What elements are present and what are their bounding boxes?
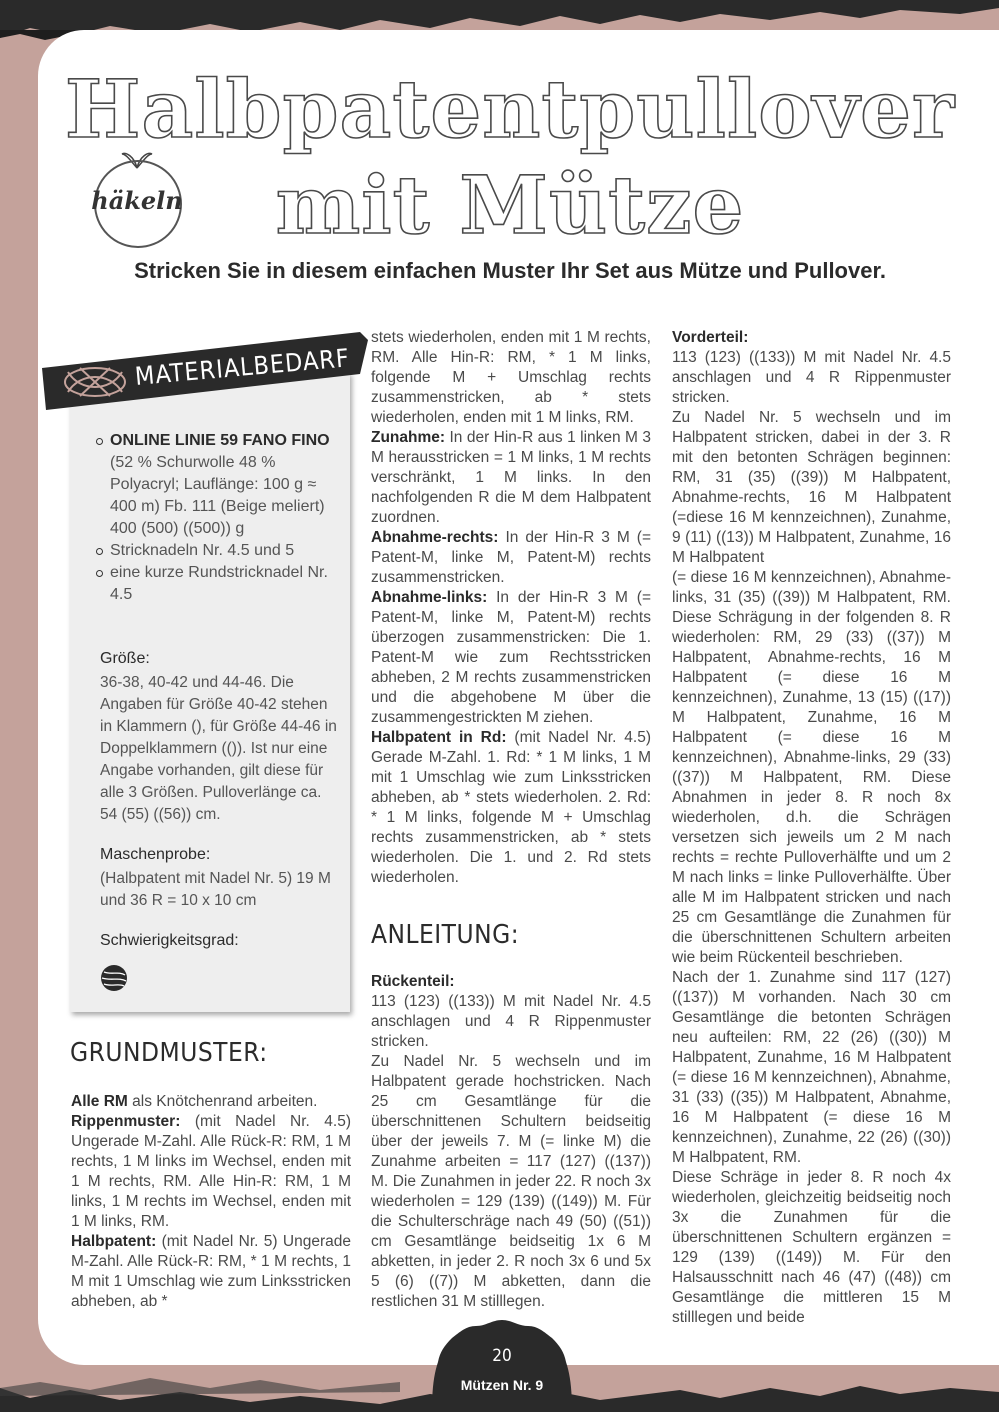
vorderteil-label: Vorderteil: xyxy=(672,329,749,346)
materials-heading: MATERIALBEDARF xyxy=(133,343,351,391)
gauge-heading: Maschenprobe: xyxy=(100,846,211,863)
gauge-text: (Halbpatent mit Nadel Nr. 5) 19 M und 36 R = 10 x 10 cm xyxy=(100,870,331,909)
subtitle: Stricken Sie in diesem einfachen Muster Ihr Set aus Mütze und Pullover. xyxy=(134,258,886,283)
difficulty-section xyxy=(100,930,340,954)
title-line-2: mit Mütze xyxy=(275,158,745,252)
rueckenteil-para-1: 113 (123) ((133)) M mit Nadel Nr. 4.5 anschlagen und 4 R Rippenmuster stricken. xyxy=(371,993,651,1050)
size-heading: Größe: xyxy=(100,650,150,667)
vorderteil-para-4: Nach der 1. Zunahme sind 117 (127) ((137)) M vorhanden. Nach 30 cm Gesamtlänge die betonten Schrägen neu aufteilen: RM, 22 (26) ((30)) M Halbpatent, Zunahme, 16 M Halbpatent (= diese 16 M kennzeichnen), Abnahme, 31 (33) ((35)) M Halbpatent, Abnahme, 16 M Halbpatent (= diese 16 M kennzeichnen), Zunahme, 22 (26) ((30)) M Halbpatent, RM. xyxy=(672,969,951,1166)
size-text: 36-38, 40-42 und 44-46. Die Angaben für Größe 40-42 stehen in Klammern (), für Größe 44-46 in Doppelklammern (()). Ist nur eine Angabe vorhanden, gilt diese für alle 3 Größen. Pulloverlänge ca. 54 (55) ((56)) cm. xyxy=(100,674,337,823)
gauge-section xyxy=(100,844,340,912)
material-circular-text: eine kurze Rundstricknadel Nr. 4.5 xyxy=(110,564,328,603)
material-needles-text: Stricknadeln Nr. 4.5 und 5 xyxy=(110,542,295,559)
zunahme-label: Zunahme: xyxy=(371,429,446,446)
halbpatent-rd-text: (mit Nadel Nr. 4.5) Gerade M-Zahl. 1. Rd: * 1 M links, 1 M mit 1 Umschlag wie zum Linksstricken abheben, ab * stets wiederholen. 2. Rd: * 1 M links, folgende M + Umschlag rechts zusammenstricken, ab * stets wiederholen. Die 1. und 2. Rd stets wiederholen. xyxy=(371,729,651,886)
vorderteil-para-2: Zu Nadel Nr. 5 wechseln und im Halbpatent stricken, dabei in der 3. R mit den betonten Schrägen beginnen: RM, 31 (35) ((39)) M Halbpatent, Abnahme-rechts, 16 M Halbpatent (=diese 16 M kennzeichnen), Zunahme, 9 (11) ((13)) M Halbpatent, Zunahme, 16 M Halbpatent xyxy=(672,409,951,566)
title-line-1: Halbpatentpullover xyxy=(64,62,956,156)
abnahme-links-label: Abnahme-links: xyxy=(371,589,488,606)
rueckenteil-para-2: Zu Nadel Nr. 5 wechseln und im Halbpatent gerade hochstricken. Nach 25 cm Gesamtlänge für die überschnittenen Schultern beidseitig über der jeweils 7. M (= linke M) die Zunahme arbeiten = 117 (127) ((137)) M. Die Zunahmen in jeder 22. R noch 3x wiederholen = 129 (139) ((149)) M. Für die Schulterschräge nach 49 (50) ((51)) cm Gesamtlänge beidseitig 1x 6 M abketten, in jeder 2. R noch 3x 6 und 5x 5 (6) ((7)) M abketten, dann die restlichen 31 M stilllegen. xyxy=(371,1053,651,1310)
material-yarn-details: (52 % Schurwolle 48 % Polyacryl; Lauflänge: 100 g ≈ 400 m) Fb. 111 (Beige meliert) 400 (500) ((500)) g xyxy=(110,454,325,537)
crochet-badge-label: häkeln xyxy=(91,186,183,215)
rippenmuster-label: Rippenmuster: xyxy=(71,1113,181,1130)
rippenmuster-text: (mit Nadel Nr. 4.5) Ungerade M-Zahl. Alle Rück-R: RM, 1 M rechts, 1 M links im Wechsel, enden mit 1 M rechts, RM. Alle Hin-R: RM, 1 M links, 1 M rechts im Wechsel, enden mit 1 M links, RM. xyxy=(71,1113,351,1230)
column-1-text xyxy=(71,1092,351,1312)
rm-label: Alle RM xyxy=(71,1093,128,1110)
materials-list xyxy=(94,430,339,606)
halbpatent-label: Halbpatent: xyxy=(71,1233,157,1250)
size-section xyxy=(100,648,340,826)
halbpatent-rd-label: Halbpatent in Rd: xyxy=(371,729,507,746)
rueckenteil-label: Rückenteil: xyxy=(371,973,455,990)
abnahme-links-text: In der Hin-R 3 M (= Patent-M, linke M, Patent-M) rechts überzogen zusammenstricken: Die 1. Patent-M wie zum Rechtsstricken abheben, 2 M rechts zusammenstricken und die abgehobene M über die zusammengestrickten M ziehen. xyxy=(371,589,651,726)
column-3-text xyxy=(672,328,951,1328)
abnahme-rechts-text: In der Hin-R 3 M (= Patent-M, linke M, Patent-M) rechts zusammenstricken. xyxy=(371,529,651,586)
column-2-text xyxy=(371,328,651,888)
material-item-circular-needle xyxy=(94,562,339,606)
zunahme-text: In der Hin-R aus 1 linken M 3 M herausstricken = 1 M links, 1 M rechts verschränkt, 1 M links. In den nachfolgenden R die M dem Halbpatent zuordnen. xyxy=(371,429,651,526)
rm-text: als Knötchenrand arbeiten. xyxy=(127,1093,318,1110)
halbpatent-continued: stets wiederholen, enden mit 1 M rechts, RM. Alle Hin-R: RM, * 1 M links, folgende M + Umschlag rechts zusammenstricken, ab * stets wiederholen, enden mit 1 M links, RM. xyxy=(371,329,651,426)
material-item-yarn xyxy=(94,430,339,540)
grundmuster-heading: GRUNDMUSTER: xyxy=(70,1038,268,1068)
material-item-needles xyxy=(94,540,339,562)
rueckenteil-text xyxy=(371,972,651,1312)
material-yarn-name: ONLINE LINIE 59 FANO FINO xyxy=(110,432,330,449)
halbpatent-text: (mit Nadel Nr. 5) Ungerade M-Zahl. Alle Rück-R: RM, * 1 M rechts, 1 M mit 1 Umschlag wie zum Linksstricken abheben, ab * xyxy=(71,1233,351,1310)
abnahme-rechts-label: Abnahme-rechts: xyxy=(371,529,499,546)
yarn-ball-icon xyxy=(99,963,129,993)
anleitung-heading: ANLEITUNG: xyxy=(371,920,520,950)
vorderteil-para-5: Diese Schräge in jeder 8. R noch 4x wiederholen, gleichzeitig beidseitig noch 3x die Zunahmen für die überschnittenen Schultern ergänzen = 129 (139) ((149)) M. Für den Halsausschnitt nach 46 (47) ((48)) cm Gesamtlänge die mittleren 15 M stilllegen und beide xyxy=(672,1169,951,1326)
vorderteil-para-1: 113 (123) ((133)) M mit Nadel Nr. 4.5 anschlagen und 4 R Rippenmuster stricken. xyxy=(672,349,951,406)
page-number: 20 xyxy=(492,1346,512,1366)
magazine-name: Mützen Nr. 9 xyxy=(460,1377,544,1393)
difficulty-heading: Schwierigkeitsgrad: xyxy=(100,932,239,949)
vorderteil-para-3: (= diese 16 M kennzeichnen), Abnahme-links, 31 (35) ((39)) M Halbpatent, RM. Diese Schrägung in der folgenden 8. R wiederholen: RM, 29 (33) ((37)) M Halbpatent, Abnahme-rechts, 16 M Halbpatent (= diese 16 M kennzeichnen), Zunahme, 13 (15) ((17)) M Halbpatent, Zunahme, 16 M Halbpatent (= diese 16 M kennzeichnen), Abnahme-links, 29 (33) ((37)) M Halbpatent, RM. Diese Abnahmen in jeder 8. R noch 8x wiederholen, d.h. die Schrägen versetzen sich jeweils um 2 M nach rechts = rechte Pulloverhälfte und um 2 M nach links = linke Pulloverhälfte. Über alle M im Halbpatent stricken und nach 25 cm Gesamtlänge die Zunahmen für die überschnittenen Schultern arbeiten wie beim Rückenteil beschrieben. xyxy=(672,569,951,966)
yarn-skein-icon xyxy=(60,362,130,402)
